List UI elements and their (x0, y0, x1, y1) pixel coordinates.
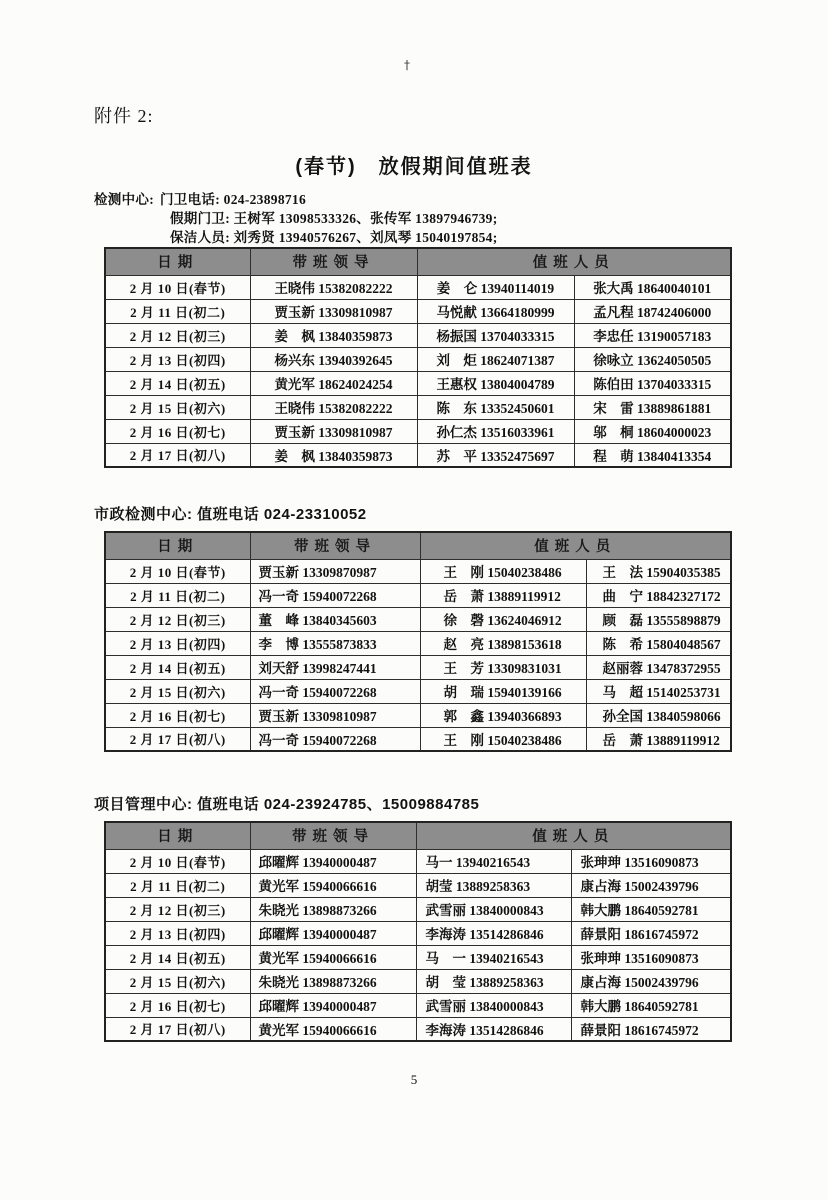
table-row (105, 443, 731, 467)
date-cell: 2 月 11 日(初二) (105, 299, 250, 323)
duty-person-cell: 康占海 15002439796 (571, 873, 731, 897)
date-cell: 2 月 17 日(初八) (105, 1017, 250, 1041)
leader-cell: 贾玉新 13309810987 (250, 419, 417, 443)
duty-person-cell: 孙全国 13840598066 (586, 703, 731, 727)
duty-person-cell: 王 刚 15040238486 (420, 559, 586, 583)
table-row (105, 419, 731, 443)
table-row (105, 323, 731, 347)
table-row (105, 395, 731, 419)
date-cell: 2 月 10 日(春节) (105, 275, 250, 299)
duty-person-cell: 胡 莹 13889258363 (416, 969, 571, 993)
table-row (105, 945, 731, 969)
gate-phone-text: 门卫电话: 024-23898716 (160, 192, 307, 207)
section-title-municipal-testing-center: 市政检测中心: 值班电话 024-23310052 (94, 506, 367, 523)
date-cell: 2 月 16 日(初七) (105, 703, 250, 727)
leader-cell: 王晓伟 15382082222 (250, 395, 417, 419)
date-cell: 2 月 16 日(初七) (105, 993, 250, 1017)
duty-person-cell: 刘 炬 18624071387 (417, 347, 574, 371)
table-row (105, 607, 731, 631)
leader-cell: 冯一奇 15940072268 (250, 679, 420, 703)
attachment-label: 附件 2: (94, 106, 154, 126)
leader-cell: 刘天舒 13998247441 (250, 655, 420, 679)
duty-person-cell: 韩大鹏 18640592781 (571, 993, 731, 1017)
duty-person-cell: 薛景阳 18616745972 (571, 921, 731, 945)
duty-person-cell: 李海涛 13514286846 (416, 921, 571, 945)
date-cell: 2 月 17 日(初八) (105, 727, 250, 751)
leader-cell: 冯一奇 15940072268 (250, 727, 420, 751)
duty-person-cell: 邬 桐 18604000023 (574, 419, 731, 443)
duty-person-cell: 薛景阳 18616745972 (571, 1017, 731, 1041)
duty-person-cell: 李忠任 13190057183 (574, 323, 731, 347)
duty-person-cell: 张珅珅 13516090873 (571, 945, 731, 969)
duty-person-cell: 姜 仑 13940114019 (417, 275, 574, 299)
table-row (105, 873, 731, 897)
table-row (105, 559, 731, 583)
duty-person-cell: 赵丽蓉 13478372955 (586, 655, 731, 679)
duty-person-cell: 马 一 13940216543 (416, 945, 571, 969)
duty-person-cell: 孟凡程 18742406000 (574, 299, 731, 323)
duty-person-cell: 胡莹 13889258363 (416, 873, 571, 897)
table-row (105, 849, 731, 873)
date-cell: 2 月 15 日(初六) (105, 679, 250, 703)
date-cell: 2 月 10 日(春节) (105, 559, 250, 583)
date-cell: 2 月 10 日(春节) (105, 849, 250, 873)
leader-cell: 黄光军 18624024254 (250, 371, 417, 395)
duty-person-cell: 胡 瑞 15940139166 (420, 679, 586, 703)
duty-person-cell: 陈伯田 13704033315 (574, 371, 731, 395)
column-header-leader: 带班领导 (250, 822, 416, 849)
duty-person-cell: 徐 磬 13624046912 (420, 607, 586, 631)
page-title: (春节) 放假期间值班表 (295, 156, 533, 178)
duty-person-cell: 徐咏立 13624050505 (574, 347, 731, 371)
date-cell: 2 月 14 日(初五) (105, 945, 250, 969)
duty-person-cell: 杨振国 13704033315 (417, 323, 574, 347)
table-row (105, 583, 731, 607)
table-row (105, 1017, 731, 1041)
duty-person-cell: 武雪丽 13840000843 (416, 993, 571, 1017)
duty-table-project-management-center (104, 821, 732, 1042)
duty-person-cell: 李海涛 13514286846 (416, 1017, 571, 1041)
section-title-project-management-center: 项目管理中心: 值班电话 024-23924785、15009884785 (94, 796, 480, 813)
duty-person-cell: 孙仁杰 13516033961 (417, 419, 574, 443)
duty-person-cell: 岳 萧 13889119912 (586, 727, 731, 751)
duty-person-cell: 宋 雷 13889861881 (574, 395, 731, 419)
leader-cell: 冯一奇 15940072268 (250, 583, 420, 607)
leader-cell: 邱曜辉 13940000487 (250, 849, 416, 873)
date-cell: 2 月 12 日(初三) (105, 897, 250, 921)
gate-phone-line (94, 190, 498, 209)
duty-person-cell: 武雪丽 13840000843 (416, 897, 571, 921)
table-row (105, 679, 731, 703)
table-row (105, 703, 731, 727)
duty-person-cell: 陈 希 15804048567 (586, 631, 731, 655)
leader-cell: 贾玉新 13309870987 (250, 559, 420, 583)
column-header-leader: 带班领导 (250, 248, 417, 275)
duty-person-cell: 马悦献 13664180999 (417, 299, 574, 323)
table-row (105, 727, 731, 751)
column-header-date: 日期 (105, 822, 250, 849)
date-cell: 2 月 12 日(初三) (105, 323, 250, 347)
leader-cell: 邱曜辉 13940000487 (250, 921, 416, 945)
duty-person-cell: 陈 东 13352450601 (417, 395, 574, 419)
table-header-row (105, 822, 731, 849)
duty-person-cell: 苏 平 13352475697 (417, 443, 574, 467)
leader-cell: 贾玉新 13309810987 (250, 703, 420, 727)
table-header-row (105, 532, 731, 559)
leader-cell: 黄光军 15940066616 (250, 873, 416, 897)
leader-cell: 姜 枫 13840359873 (250, 443, 417, 467)
duty-person-cell: 康占海 15002439796 (571, 969, 731, 993)
page-number: 5 (410, 1072, 418, 1087)
duty-person-cell: 张大禹 18640040101 (574, 275, 731, 299)
duty-person-cell: 王 刚 15040238486 (420, 727, 586, 751)
duty-person-cell: 王惠权 13804004789 (417, 371, 574, 395)
leader-cell: 李 博 13555873833 (250, 631, 420, 655)
column-header-duty-staff: 值班人员 (416, 822, 731, 849)
leader-cell: 邱曜辉 13940000487 (250, 993, 416, 1017)
table-row (105, 993, 731, 1017)
duty-person-cell: 王 法 15904035385 (586, 559, 731, 583)
date-cell: 2 月 13 日(初四) (105, 921, 250, 945)
duty-person-cell: 顾 磊 13555898879 (586, 607, 731, 631)
contact-info-block (94, 190, 498, 247)
date-cell: 2 月 13 日(初四) (105, 347, 250, 371)
date-cell: 2 月 17 日(初八) (105, 443, 250, 467)
table-row (105, 655, 731, 679)
center-name-label: 检测中心: (94, 192, 154, 207)
date-cell: 2 月 14 日(初五) (105, 371, 250, 395)
table-row (105, 299, 731, 323)
duty-person-cell: 岳 萧 13889119912 (420, 583, 586, 607)
table-row (105, 631, 731, 655)
cleaning-staff-line: 保洁人员: 刘秀贤 13940576267、刘凤琴 15040197854; (170, 230, 498, 245)
date-cell: 2 月 16 日(初七) (105, 419, 250, 443)
duty-person-cell: 张珅珅 13516090873 (571, 849, 731, 873)
column-header-duty-staff: 值班人员 (417, 248, 731, 275)
table-row (105, 969, 731, 993)
date-cell: 2 月 14 日(初五) (105, 655, 250, 679)
column-header-duty-staff: 值班人员 (420, 532, 731, 559)
leader-cell: 黄光军 15940066616 (250, 1017, 416, 1041)
duty-person-cell: 韩大鹏 18640592781 (571, 897, 731, 921)
date-cell: 2 月 12 日(初三) (105, 607, 250, 631)
duty-table-municipal-testing-center (104, 531, 732, 752)
date-cell: 2 月 15 日(初六) (105, 395, 250, 419)
leader-cell: 贾玉新 13309810987 (250, 299, 417, 323)
duty-person-cell: 王 芳 13309831031 (420, 655, 586, 679)
duty-person-cell: 郭 鑫 13940366893 (420, 703, 586, 727)
duty-person-cell: 程 萌 13840413354 (574, 443, 731, 467)
leader-cell: 黄光军 15940066616 (250, 945, 416, 969)
duty-person-cell: 赵 亮 13898153618 (420, 631, 586, 655)
date-cell: 2 月 15 日(初六) (105, 969, 250, 993)
table-row (105, 921, 731, 945)
duty-person-cell: 马 超 15140253731 (586, 679, 731, 703)
holiday-guard-line: 假期门卫: 王树军 13098533326、张传军 13897946739; (170, 211, 498, 226)
leader-cell: 姜 枫 13840359873 (250, 323, 417, 347)
column-header-leader: 带班领导 (250, 532, 420, 559)
column-header-date: 日期 (105, 532, 250, 559)
date-cell: 2 月 11 日(初二) (105, 873, 250, 897)
table-row (105, 897, 731, 921)
duty-table-testing-center (104, 247, 732, 468)
date-cell: 2 月 11 日(初二) (105, 583, 250, 607)
leader-cell: 董 峰 13840345603 (250, 607, 420, 631)
leader-cell: 王晓伟 15382082222 (250, 275, 417, 299)
duty-person-cell: 曲 宁 18842327172 (586, 583, 731, 607)
column-header-date: 日期 (105, 248, 250, 275)
leader-cell: 杨兴东 13940392645 (250, 347, 417, 371)
date-cell: 2 月 13 日(初四) (105, 631, 250, 655)
leader-cell: 朱晓光 13898873266 (250, 897, 416, 921)
table-header-row (105, 248, 731, 275)
table-row (105, 275, 731, 299)
table-row (105, 347, 731, 371)
scan-artifact-mark: † (404, 58, 410, 72)
duty-person-cell: 马一 13940216543 (416, 849, 571, 873)
table-row (105, 371, 731, 395)
leader-cell: 朱晓光 13898873266 (250, 969, 416, 993)
